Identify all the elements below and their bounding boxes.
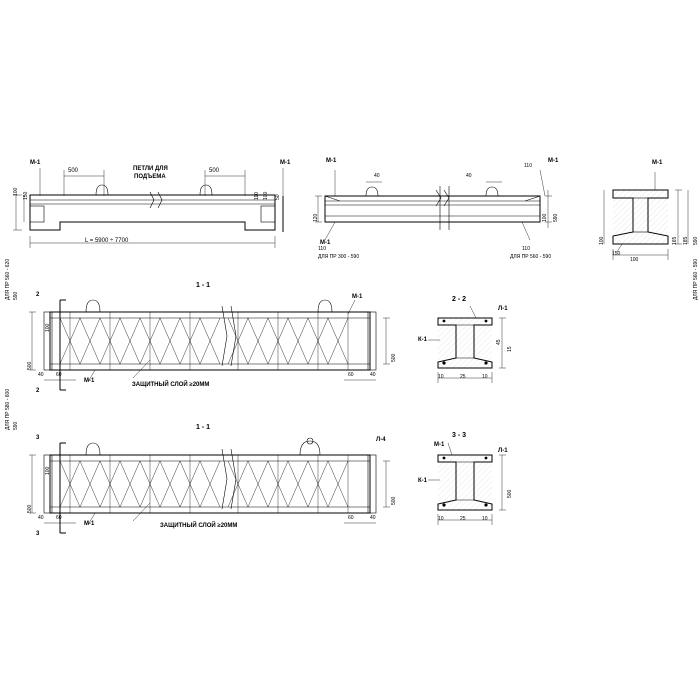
dim-100-right-b: 100	[630, 257, 639, 263]
dim-10-sec3: 10	[438, 516, 444, 522]
protective-layer-note-lower: ЗАЩИТНЫЙ СЛОЙ ≥20ММ	[160, 523, 238, 529]
dim-500-sec3: 500	[507, 489, 513, 498]
dim-overall-length: L = 5900 ÷ 7700	[85, 238, 129, 244]
dim-120-center: 120	[313, 213, 319, 222]
dim-40-center-1: 40	[374, 173, 380, 179]
dim-40-center-2: 40	[466, 173, 472, 179]
cut-marker-3b: 3	[36, 531, 40, 537]
mark-m1-center-3: М-1	[320, 240, 331, 246]
section-1-1-upper-cage	[29, 300, 390, 390]
top-center-elevation	[315, 170, 552, 240]
side-note-3: ДЛЯ ПР 560 - 590	[693, 258, 699, 300]
mark-m1-upper-right: М-1	[352, 294, 363, 300]
dim-40-upper-r: 40	[370, 372, 376, 378]
dim-500-upper-r: 500	[391, 353, 397, 362]
mark-m1-lower-left: М-1	[84, 521, 95, 527]
dim-500-lower: 500	[27, 504, 33, 513]
hook-note-line1: ПЕТЛИ ДЛЯ	[133, 166, 168, 172]
dim-110-center-c: 110	[522, 246, 530, 252]
dim-40-lower-l: 40	[38, 515, 44, 521]
mark-m1-center-1: М-1	[326, 158, 337, 164]
section-3-3-detail	[428, 443, 506, 525]
note-for-span-1: ДЛЯ ПР 300 - 590	[318, 254, 360, 260]
mark-m1-topleft-1: М-1	[30, 160, 41, 166]
dim-100-right: 100	[599, 236, 605, 245]
dim-100-topleft: 100	[13, 187, 19, 196]
cut-marker-2b: 2	[36, 388, 40, 394]
mark-m1-upper-left: М-1	[84, 378, 95, 384]
dim-500-right: 500	[209, 168, 220, 174]
dim-100-topleft-2: 100	[263, 191, 269, 200]
side-note-1b: 590	[13, 291, 19, 300]
dim-40-lower-r: 40	[370, 515, 376, 521]
section-2-2-detail	[428, 306, 506, 383]
protective-layer-note-upper: ЗАЩИТНЫЙ СЛОЙ ≥20ММ	[132, 382, 210, 388]
dim-100-upper: 100	[45, 323, 51, 332]
dim-590-right: 590	[693, 236, 699, 245]
mark-l1-sec2: Л-1	[498, 306, 508, 312]
hook-note-line2: ПОДЪЕМА	[134, 174, 166, 180]
mark-m1-sec3: М-1	[434, 442, 445, 448]
top-left-elevation	[13, 168, 283, 248]
dim-60-upper-l: 60	[56, 372, 62, 378]
dim-40-upper-l: 40	[38, 372, 44, 378]
mark-m1-topleft-2: М-1	[280, 160, 291, 166]
dim-500-left: 500	[68, 168, 79, 174]
top-right-cross-section	[604, 172, 688, 260]
mark-k1-sec2: К-1	[418, 337, 427, 343]
dim-110-topleft: 110	[254, 192, 260, 200]
dim-100-center: 100	[542, 213, 548, 222]
dim-100-lower: 100	[45, 466, 51, 475]
dim-110-center: 110	[524, 163, 532, 169]
dim-185-right: 185	[683, 236, 689, 245]
cut-marker-3: 3	[36, 435, 40, 441]
dim-10-sec2: 10	[438, 374, 444, 380]
cut-marker-2: 2	[36, 292, 40, 298]
dim-150-topleft: 150	[23, 191, 29, 200]
dim-10-sec2b: 10	[482, 374, 488, 380]
section-title-3-3: 3 - 3	[452, 432, 467, 439]
dim-500-lower-r: 500	[391, 496, 397, 505]
side-note-2b: 590	[13, 421, 19, 430]
dim-25-sec3: 25	[460, 516, 466, 522]
section-1-1-lower-cage	[29, 438, 390, 533]
section-title-1-1-upper: 1 - 1	[196, 282, 211, 289]
mark-k1-sec3: К-1	[418, 478, 427, 484]
mark-m1-center-2: М-1	[548, 158, 559, 164]
dim-110-center-b: 110	[318, 246, 326, 252]
section-title-1-1-lower: 1 - 1	[196, 424, 211, 431]
mark-l4-lower: Л-4	[376, 437, 386, 443]
side-note-1: ДЛЯ ПР 560 - 620	[5, 258, 11, 300]
side-note-2: ДЛЯ ПР 580 - 600	[5, 388, 11, 430]
mark-m1-right: М-1	[652, 160, 663, 166]
dim-45-sec2: 45	[496, 339, 502, 345]
dim-590-center: 590	[553, 213, 559, 222]
mark-l1-sec3: Л-1	[498, 448, 508, 454]
dim-165-right: 165	[672, 236, 678, 245]
dim-60-lower-l: 60	[56, 515, 62, 521]
dim-25-sec2: 25	[460, 374, 466, 380]
dim-155-sec2: 15	[507, 346, 513, 352]
note-for-span-2: ДЛЯ ПР 560 - 590	[510, 254, 552, 260]
dim-150-right: 150	[612, 251, 621, 257]
dim-500-upper: 500	[27, 361, 33, 370]
dim-60-upper-r: 60	[348, 372, 354, 378]
section-title-2-2: 2 - 2	[452, 296, 467, 303]
dim-10-sec3b: 10	[482, 516, 488, 522]
dim-60-lower-r: 60	[348, 515, 354, 521]
dim-50-topleft: 50	[275, 194, 281, 200]
